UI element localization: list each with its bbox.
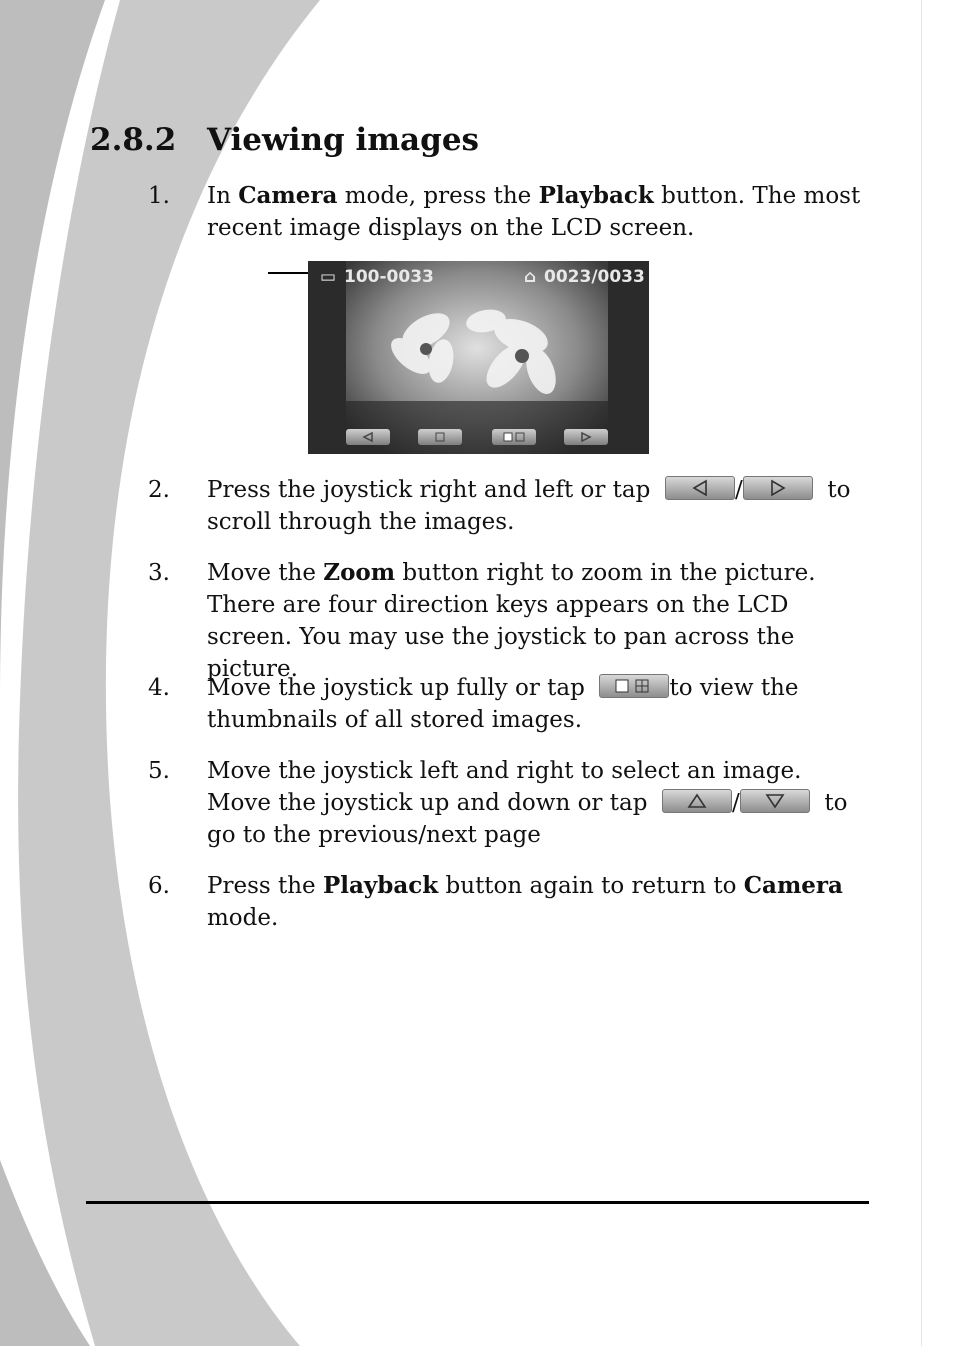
image-counter: 0023/0033 [544, 267, 645, 287]
camera-mode-icon: ▭ [320, 267, 337, 287]
flower-photo [346, 261, 608, 454]
file-label: 100-0033 [344, 267, 434, 287]
step-text: Press the Playback button again to return to Camera mode. [207, 872, 843, 931]
step-number: 6. [148, 873, 170, 899]
step-text: Move the joystick up fully or tap to view the thumbnails of all stored images. [207, 675, 799, 733]
next-image-button-icon [743, 476, 813, 500]
section-number: 2.8.2 [90, 122, 177, 158]
step-text: Move the Zoom button right to zoom in the picture. There are four direction keys appears on the LCD screen. You may use the joystick to pan across the picture. [207, 559, 816, 682]
step-number: 4. [148, 675, 170, 701]
lcd-menu-button[interactable] [418, 429, 462, 445]
thumbnail-view-button-icon [599, 674, 669, 698]
page-edge [921, 0, 922, 1346]
prev-image-button-icon [665, 476, 735, 500]
step-text: Move the joystick left and right to select an image. Move the joystick up and down or tap / to go to the previous/next page [207, 758, 848, 848]
lcd-thumbnail-button[interactable] [492, 429, 536, 445]
step-number: 3. [148, 560, 170, 586]
step-text: In Camera mode, press the Playback button. The most recent image displays on the LCD screen. [207, 182, 861, 241]
footer-rule [86, 1201, 869, 1204]
lcd-next-button[interactable] [564, 429, 608, 445]
step-number: 1. [148, 183, 170, 209]
next-page-button-icon [740, 789, 810, 813]
step-number: 5. [148, 758, 170, 784]
section-title: Viewing images [207, 122, 479, 158]
callout-line [268, 272, 312, 274]
step-text: Press the joystick right and left or tap / to scroll through the images. [207, 477, 851, 535]
lcd-prev-button[interactable] [346, 429, 390, 445]
lcd-screen-figure [308, 261, 649, 454]
lock-icon: ⌂ [524, 267, 537, 287]
step-number: 2. [148, 477, 170, 503]
previous-page-button-icon [662, 789, 732, 813]
